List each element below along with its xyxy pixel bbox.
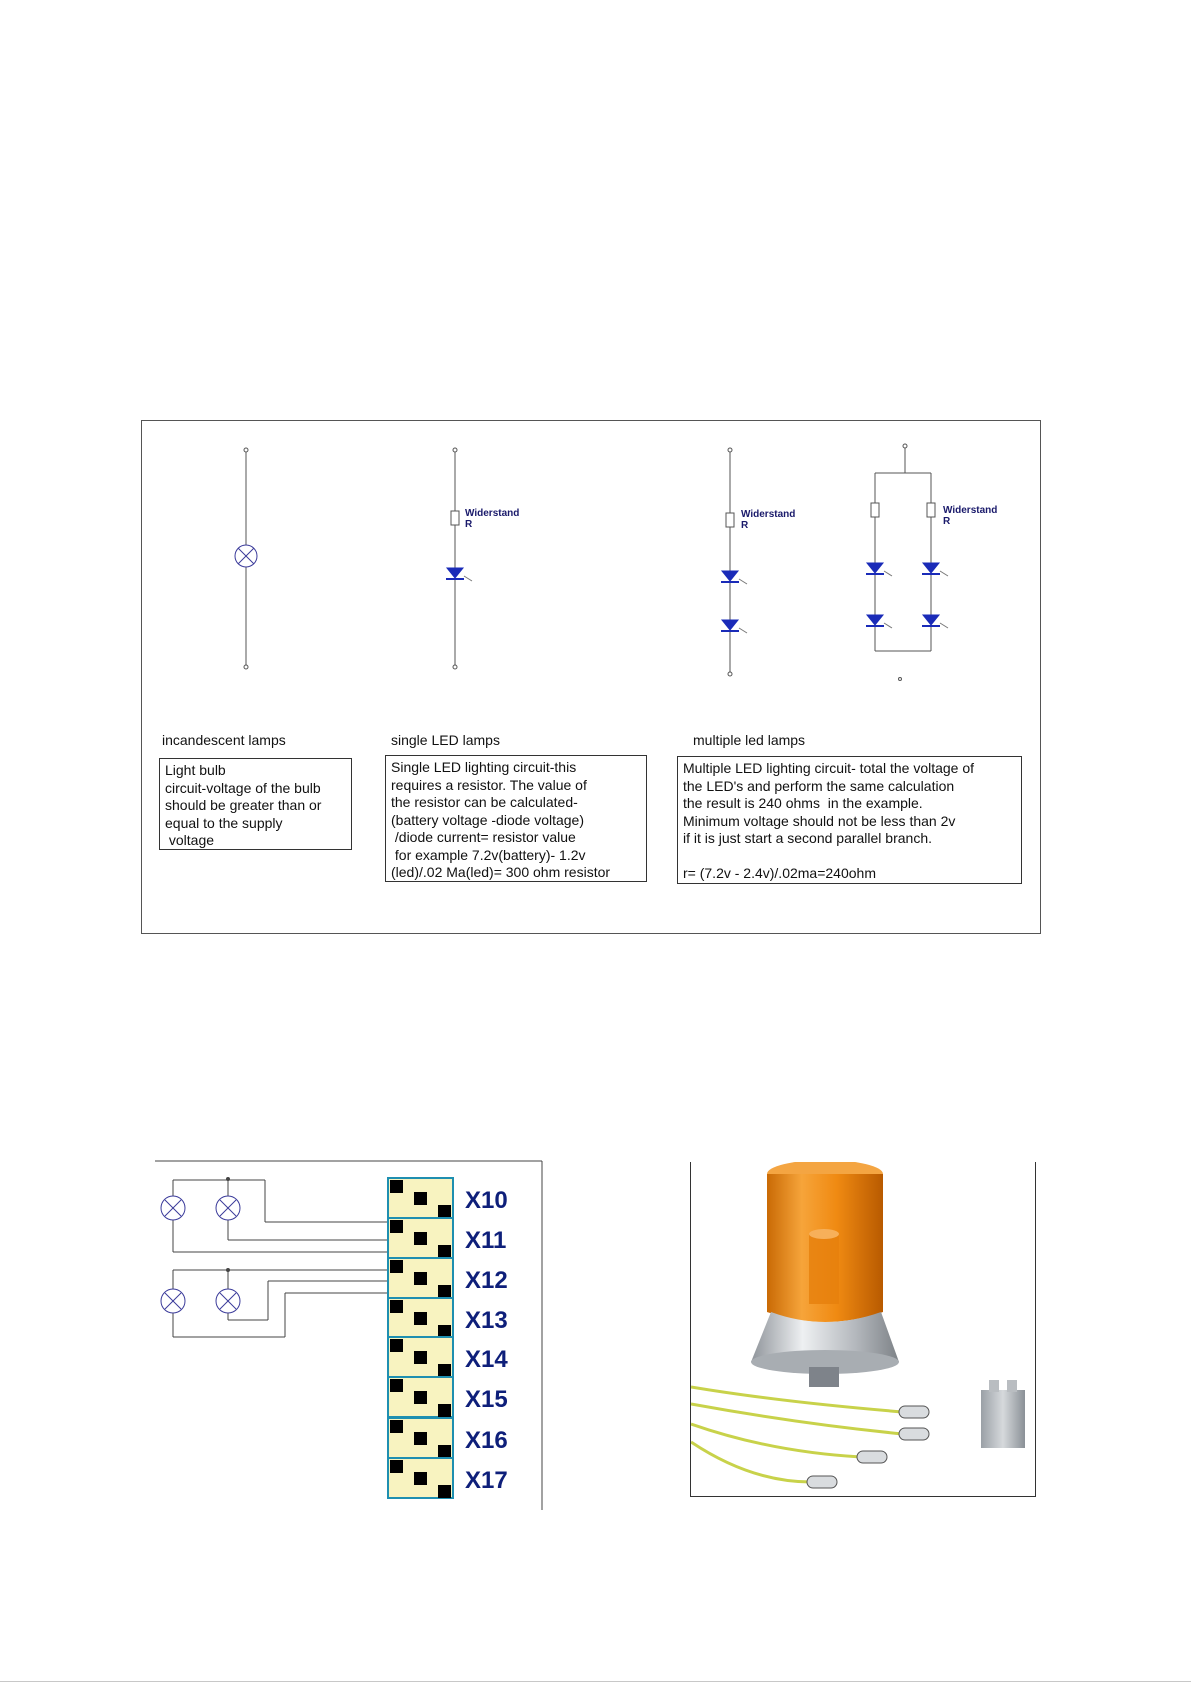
terminal-contact: [414, 1312, 427, 1325]
terminal-contact: [438, 1404, 451, 1417]
terminal-contact: [438, 1285, 451, 1298]
terminal-contact: [390, 1379, 403, 1392]
resistor-symbol: [726, 513, 734, 527]
terminal-x11: [388, 1218, 506, 1258]
terminal-contact: [414, 1192, 427, 1205]
terminal-contact: [414, 1272, 427, 1285]
terminal-contact: [414, 1472, 427, 1485]
resistor-symbol: [451, 511, 459, 525]
caption-single-led: single LED lamps: [391, 732, 500, 748]
beacon-dome: [767, 1162, 883, 1322]
single-resistor-r: R: [465, 519, 473, 530]
single-led-circuit: [446, 448, 472, 669]
series-resistor-r: R: [741, 520, 749, 531]
terminal-wiring-diagram: [155, 1160, 545, 1510]
terminal-x10: [388, 1178, 508, 1218]
beacon-photo: [690, 1162, 1036, 1497]
terminal-contact: [438, 1205, 451, 1218]
terminal-contact: [390, 1339, 403, 1352]
terminal-label: X17: [465, 1467, 508, 1494]
terminal-x17: [388, 1458, 508, 1498]
terminal-contact: [414, 1432, 427, 1445]
terminal-contact: [390, 1460, 403, 1473]
terminal-label: X15: [465, 1386, 508, 1413]
lamp-pair-lower: [161, 1269, 388, 1338]
terminal-x13: [388, 1298, 508, 1338]
parallel-led-circuit: [866, 444, 948, 681]
metal-connector: [981, 1380, 1025, 1448]
terminal-contact: [414, 1391, 427, 1404]
terminal-contact: [390, 1180, 403, 1193]
terminal-label: X14: [465, 1346, 508, 1373]
terminal-x14: [388, 1337, 508, 1377]
terminal-contact: [390, 1420, 403, 1433]
incandescent-description: Light bulb circuit-voltage of the bulb should be greater than or equal to the supply voltage: [159, 758, 352, 850]
series-led-circuit: [721, 448, 747, 676]
terminal-label: X16: [465, 1427, 508, 1454]
led-symbol: [446, 568, 472, 581]
incandescent-circuit: [235, 448, 257, 669]
terminal-contact: [438, 1245, 451, 1258]
led-bulbs: [807, 1406, 929, 1488]
parallel-resistor-r: R: [943, 516, 951, 527]
series-resistor-label: Widerstand: [741, 509, 796, 520]
bulb-wires: [691, 1387, 903, 1482]
beacon-base: [751, 1312, 899, 1387]
terminal-x15: [388, 1377, 508, 1417]
multiple-led-description: Multiple LED lighting circuit- total the voltage of the LED's and perform the same calculation the result is 240 ohms in the example. Minimum voltage should not be less than 2v if it is just start a second parallel branch. r= (7.2v - 2.4v)/.02ma=240ohm: [677, 756, 1022, 884]
parallel-resistor-label: Widerstand: [943, 505, 998, 516]
caption-incandescent: incandescent lamps: [162, 732, 286, 748]
terminal-label: X11: [465, 1227, 507, 1254]
terminal-x16: [388, 1418, 508, 1458]
terminal-contact: [438, 1485, 451, 1498]
terminal-contact: [438, 1445, 451, 1458]
terminal-label: X12: [465, 1267, 508, 1294]
terminal-contact: [390, 1220, 403, 1233]
single-resistor-label: Widerstand: [465, 508, 520, 519]
lamp-symbol: [235, 545, 257, 567]
page-bottom-rule: [0, 1681, 1191, 1682]
terminal-contact: [414, 1351, 427, 1364]
caption-multiple-led: multiple led lamps: [693, 732, 806, 748]
terminal-label: X10: [465, 1187, 508, 1214]
terminal-label: X13: [465, 1307, 508, 1334]
single-led-description: Single LED lighting circuit-this requires a resistor. The value of the resistor can be calculated- (battery voltage -diode voltage) /diode current= resistor value for example 7.2v(battery)- 1.2v (led)/.02 Ma(led)= 300 ohm resistor: [385, 755, 647, 882]
terminal-x12: [388, 1258, 508, 1298]
terminal-contact: [438, 1364, 451, 1377]
terminal-contact: [390, 1300, 403, 1313]
circuit-diagram-figure: [141, 420, 1041, 934]
beacon-illustration: [691, 1162, 1035, 1496]
terminal-contact: [390, 1260, 403, 1273]
terminal-contact: [414, 1232, 427, 1245]
terminal-wiring-svg: [155, 1160, 545, 1510]
lamp-pair-upper: [161, 1178, 388, 1253]
terminal-block-strip: [388, 1178, 508, 1498]
